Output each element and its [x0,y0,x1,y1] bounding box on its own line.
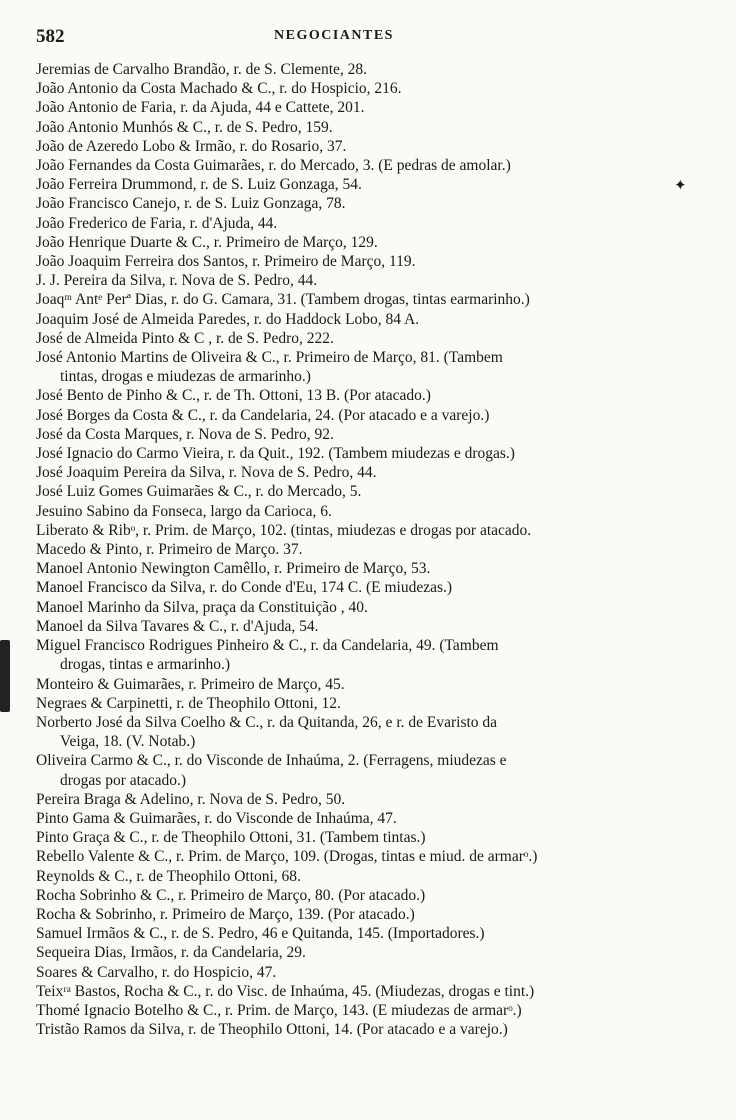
list-item [36,886,686,905]
list-item [36,867,686,886]
list-item [36,1001,686,1020]
entry-line: Manoel Antonio Newington Camêllo, r. Primeiro de Março, 53. [36,560,431,578]
list-item [36,828,686,847]
entry-line: João Francisco Canejo, r. de S. Luiz Gonzaga, 78. [36,195,346,213]
entry-line: Pereira Braga & Adelino, r. Nova de S. Pedro, 50. [36,790,346,808]
entry-line: Rocha & Sobrinho, r. Primeiro de Março, 139. (Por atacado.) [36,905,415,923]
list-item [36,847,686,866]
entry-line: Samuel Irmãos & C., r. de S. Pedro, 46 e Quitanda, 145. (Importadores.) [36,925,485,943]
entry-line: João Antonio da Costa Machado & C., r. do Hospicio, 216. [36,80,402,98]
entry-line: Thomé Ignacio Botelho & C., r. Prim. de Março, 143. (E miudezas de armarᵒ.) [36,1001,522,1019]
list-item [36,233,686,252]
list-item [36,425,686,444]
list-item [36,578,686,597]
entry-continuation: tintas, drogas e miudezas de armarinho.) [60,368,311,386]
list-item [36,694,686,713]
entry-line: Rocha Sobrinho & C., r. Primeiro de Março, 80. (Por atacado.) [36,886,426,904]
list-item [36,310,686,329]
margin-star-icon: ✦ [674,176,687,194]
entry-line: Teixʳᵃ Bastos, Rocha & C., r. do Visc. de Inhaúma, 45. (Miudezas, drogas e tint.) [36,982,535,1000]
list-item [36,502,686,521]
entry-line: Monteiro & Guimarães, r. Primeiro de Março, 45. [36,675,345,693]
list-item [36,329,686,348]
list-item [36,406,686,425]
list-item [36,214,686,233]
list-item [36,924,686,943]
entry-line: João Ferreira Drummond, r. de S. Luiz Gonzaga, 54. [36,176,362,194]
list-item [36,943,686,962]
list-item [36,521,686,540]
entry-line: Norberto José da Silva Coelho & C., r. da Quitanda, 26, e r. de Evaristo da [36,713,498,731]
list-item [36,156,686,175]
entry-line: João Joaquim Ferreira dos Santos, r. Primeiro de Março, 119. [36,253,416,271]
list-item [36,982,686,1001]
entry-line: João Frederico de Faria, r. d'Ajuda, 44. [36,214,278,232]
list-item [36,194,686,213]
list-item [36,252,686,271]
list-item [36,98,686,117]
list-item [36,118,686,137]
list-item [36,271,686,290]
entry-line: Jesuino Sabino da Fonseca, largo da Carioca, 6. [36,502,332,520]
list-item [36,444,686,463]
page-header [36,26,636,50]
entry-line: José Luiz Gomes Guimarães & C., r. do Mercado, 5. [36,483,362,501]
entry-line: Oliveira Carmo & C., r. do Visconde de Inhaúma, 2. (Ferragens, miudezas e [36,752,507,770]
list-item [36,386,686,405]
merchant-list [36,60,686,1039]
entry-line: Jeremias de Carvalho Brandão, r. de S. Clemente, 28. [36,61,368,78]
entry-line: José Ignacio do Carmo Vieira, r. da Quit., 192. (Tambem miudezas e drogas.) [36,445,515,463]
list-item [36,675,686,694]
running-title: NEGOCIANTES [274,28,394,43]
entry-line: Negraes & Carpinetti, r. de Theophilo Ottoni, 12. [36,694,341,712]
entry-continuation: drogas por atacado.) [60,771,187,789]
entry-line: João Antonio de Faria, r. da Ajuda, 44 e Cattete, 201. [36,99,365,117]
list-item [36,713,686,751]
entry-line: João Henrique Duarte & C., r. Primeiro de Março, 129. [36,233,378,251]
entry-line: Reynolds & C., r. de Theophilo Ottoni, 68. [36,867,301,885]
entry-line: Miguel Francisco Rodrigues Pinheiro & C., r. da Candelaria, 49. (Tambem [36,637,499,655]
entry-line: J. J. Pereira da Silva, r. Nova de S. Pedro, 44. [36,272,318,290]
entry-line: Manoel da Silva Tavares & C., r. d'Ajuda, 54. [36,617,319,635]
entry-line: Pinto Graça & C., r. de Theophilo Ottoni, 31. (Tambem tintas.) [36,829,426,847]
list-item [36,290,686,309]
entry-line: Joaqᵐ Antᵉ Perª Dias, r. do G. Camara, 31. (Tambem drogas, tintas earmarinho.) [36,291,530,309]
binding-edge-mark [0,640,10,712]
list-item [36,636,686,674]
list-item [36,482,686,501]
entry-line: Sequeira Dias, Irmãos, r. da Candelaria, 29. [36,944,306,962]
page-number: 582 [36,26,65,47]
list-item [36,1020,686,1039]
list-item [36,963,686,982]
entry-line: Joaquim José de Almeida Paredes, r. do Haddock Lobo, 84 A. [36,310,420,328]
list-item [36,463,686,482]
entry-line: José Borges da Costa & C., r. da Candelaria, 24. (Por atacado e a varejo.) [36,406,490,424]
entry-line: João Fernandes da Costa Guimarães, r. do Mercado, 3. (E pedras de amolar.) [36,157,511,175]
entry-continuation: drogas, tintas e armarinho.) [60,656,231,674]
list-item [36,598,686,617]
entry-line: Macedo & Pinto, r. Primeiro de Março. 37. [36,541,303,559]
entry-line: Rebello Valente & C., r. Prim. de Março, 109. (Drogas, tintas e miud. de armarᵒ.) [36,848,538,866]
entry-line: José da Costa Marques, r. Nova de S. Pedro, 92. [36,425,334,443]
list-item [36,175,686,194]
entry-line: João Antonio Munhós & C., r. de S. Pedro, 159. [36,118,333,136]
entry-line: José Joaquim Pereira da Silva, r. Nova de S. Pedro, 44. [36,464,377,482]
entry-line: Manoel Marinho da Silva, praça da Constituição , 40. [36,598,368,616]
entry-line: Liberato & Ribᵒ, r. Prim. de Março, 102. (tintas, miudezas e drogas por atacado. [36,521,532,539]
list-item [36,751,686,789]
entry-line: Manoel Francisco da Silva, r. do Conde d'Eu, 174 C. (E miudezas.) [36,579,453,597]
list-item [36,809,686,828]
list-item [36,790,686,809]
entry-line: José de Almeida Pinto & C , r. de S. Pedro, 222. [36,329,334,347]
list-item [36,540,686,559]
entry-line: José Antonio Martins de Oliveira & C., r. Primeiro de Março, 81. (Tambem [36,349,503,367]
entry-line: José Bento de Pinho & C., r. de Th. Ottoni, 13 B. (Por atacado.) [36,387,431,405]
entry-line: Tristão Ramos da Silva, r. de Theophilo Ottoni, 14. (Por atacado e a varejo.) [36,1021,508,1039]
entry-line: Pinto Gama & Guimarães, r. do Visconde de Inhaúma, 47. [36,809,397,827]
list-item [36,617,686,636]
entry-continuation: Veiga, 18. (V. Notab.) [60,733,196,751]
list-item [36,559,686,578]
entry-line: João de Azeredo Lobo & Irmão, r. do Rosario, 37. [36,137,347,155]
list-item [36,137,686,156]
entry-line: Soares & Carvalho, r. do Hospicio, 47. [36,963,277,981]
list-item [36,348,686,386]
list-item [36,79,686,98]
list-item [36,905,686,924]
list-item [36,60,686,79]
